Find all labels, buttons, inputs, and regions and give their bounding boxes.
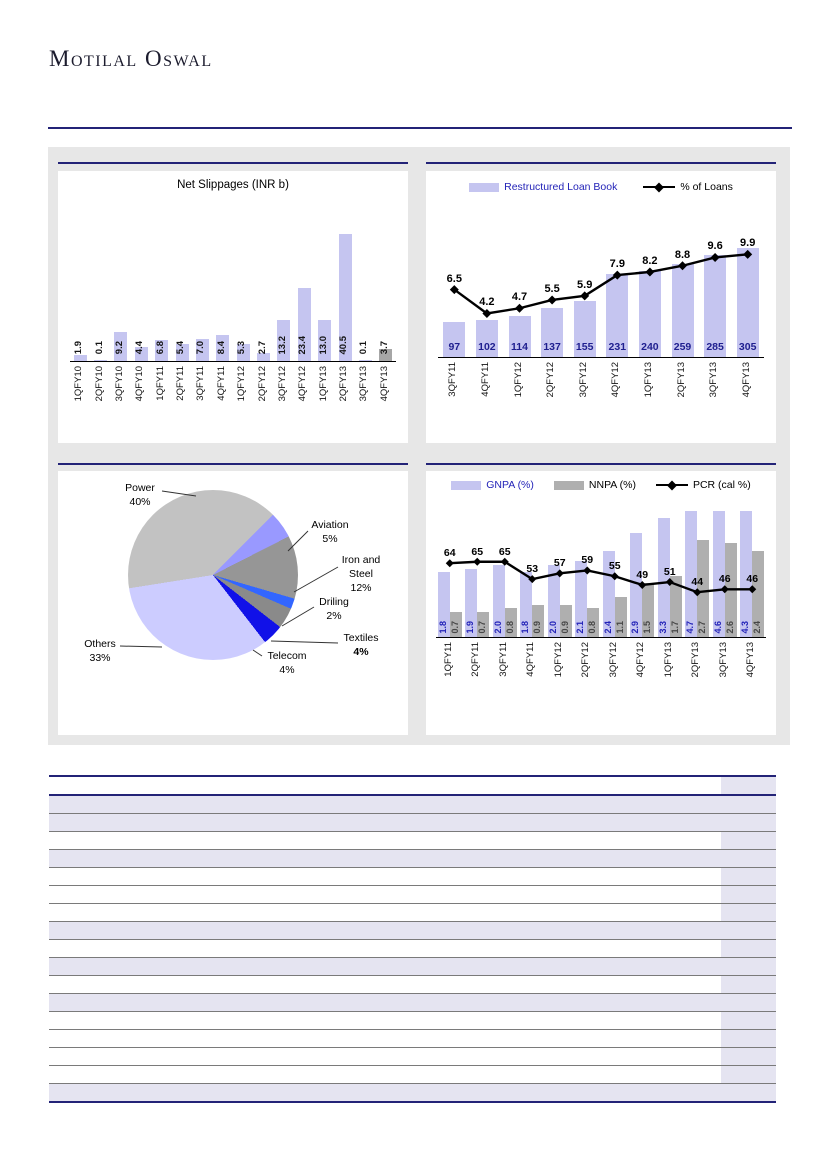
bar-swatch-icon [451,481,481,490]
gnpa-value-label: 2.0 [492,621,503,634]
x-axis-label: 2QFY10 [93,366,105,402]
chart-net-slippages [58,162,408,443]
gnpa-value-label: 4.6 [712,621,723,634]
table-row [49,1066,776,1084]
pcr-value-label: 57 [553,557,566,570]
chart-sector-mix-pie [58,463,408,735]
table-row [49,868,776,886]
table-row [49,940,776,958]
nnpa-value-label: 1.7 [669,621,680,634]
gnpa-value-label: 4.7 [685,621,696,634]
bar-value-label: 114 [511,341,528,353]
value-label: 13.2 [276,335,288,354]
bar-swatch-icon [554,481,584,490]
value-label: 0.1 [93,340,105,354]
nnpa-value-label: 0.8 [504,621,515,634]
table-highlight-cell [721,904,776,921]
nnpa-value-label: 0.9 [559,621,570,634]
legend-label: NNPA (%) [588,479,636,491]
gnpa-value-label: 1.9 [465,621,476,634]
table-highlight-cell [721,850,776,867]
legend-item [643,181,733,193]
pie-slice-label: Textiles 4% [343,632,379,659]
table-highlight-cell [721,958,776,975]
value-label: 4.4 [134,340,146,354]
legend-item [656,479,751,491]
table-highlight-cell [721,1048,776,1065]
value-label: 23.4 [297,335,309,354]
pcr-value-label: 46 [746,573,759,586]
line-value-label: 5.9 [577,278,593,291]
bar [359,360,372,361]
table-highlight-cell [721,796,776,813]
value-label: 0.1 [358,340,370,354]
bar-value-label: 102 [478,341,496,353]
nnpa-value-label: 2.7 [697,621,708,634]
pcr-value-label: 59 [581,554,594,567]
gnpa-value-label: 2.0 [547,621,558,634]
x-axis-label: 2QFY12 [580,642,592,678]
gnpa-value-label: 1.8 [437,621,448,634]
value-label: 5.3 [236,340,248,354]
table-row [49,1048,776,1066]
data-table-skeleton [49,775,776,1103]
legend-item [554,479,636,491]
x-axis-label: 2QFY12 [545,362,557,398]
table-highlight-cell [721,814,776,831]
pcr-value-label: 65 [498,545,511,558]
table-row [49,922,776,940]
legend [426,181,776,193]
bar-swatch-icon [469,183,499,192]
pct-loans-line [438,217,764,357]
line-value-label: 7.9 [609,258,625,271]
x-axis-label: 3QFY12 [607,642,619,678]
brand-logo: Motilal Oswal [49,46,213,71]
x-axis-label: 1QFY12 [512,362,524,398]
legend-label: Restructured Loan Book [504,181,618,193]
bar [74,355,87,361]
legend-label: PCR (cal %) [692,479,751,491]
x-axis-label: 4QFY11 [215,366,227,401]
gnpa-value-label: 2.4 [602,621,613,634]
table-row [49,1084,776,1103]
line-value-label: 8.8 [674,248,691,261]
pcr-value-label: 46 [718,573,731,586]
bar-value-label: 240 [641,341,659,353]
table-highlight-cell [721,886,776,903]
bar-value-label: 259 [673,341,692,353]
value-label: 1.9 [73,340,85,354]
bar-value-label: 137 [543,341,561,353]
line-value-label: 9.9 [740,237,756,250]
chart-top-rule [426,463,776,465]
x-axis-label: 4QFY11 [525,642,537,677]
table-row [49,796,776,814]
nnpa-value-label: 0.9 [532,621,543,634]
x-axis-label: 4QFY10 [134,366,146,402]
x-axis-label: 3QFY11 [447,362,459,397]
x-axis-label: 3QFY13 [358,366,370,402]
table-highlight-cell [721,994,776,1011]
bar [94,360,107,361]
nnpa-value-label: 2.6 [724,621,735,634]
x-axis-label: 2QFY13 [338,366,350,402]
charts-grid [48,147,790,745]
line-marker-icon [643,186,675,188]
x-axis-label: 2QFY13 [690,642,702,678]
chart-top-rule [426,162,776,164]
bar-value-label: 97 [448,341,461,353]
x-axis-label: 3QFY12 [276,366,288,402]
legend [426,479,776,491]
value-label: 3.7 [378,340,390,354]
table-row [49,850,776,868]
x-axis-label: 1QFY11 [442,642,454,677]
x-axis-label: 1QFY13 [662,642,674,678]
gnpa-value-label: 1.8 [520,621,531,634]
pcr-value-label: 53 [526,563,539,576]
x-axis-label: 3QFY13 [708,362,720,398]
restructured-plot [438,217,764,398]
value-label: 40.5 [338,335,350,354]
legend-label: % of Loans [680,181,733,193]
x-axis-label: 4QFY12 [610,362,622,398]
chart-asset-quality [426,463,776,735]
pcr-value-label: 65 [471,545,484,558]
line-value-label: 9.6 [707,240,723,253]
bar-value-label: 231 [608,341,627,353]
chart-top-rule [58,463,408,465]
x-axis-label: 4QFY11 [479,362,491,397]
nnpa-value-label: 2.4 [752,621,763,634]
chart-top-rule [58,162,408,164]
bar-value-label: 285 [706,341,724,353]
nnpa-value-label: 1.5 [642,621,653,634]
pcr-value-label: 55 [608,560,621,573]
table-highlight-cell [721,922,776,939]
table-row [49,1030,776,1048]
x-axis-label: 4QFY13 [745,642,757,678]
pcr-value-label: 64 [443,547,456,560]
x-axis-label: 2QFY11 [175,366,187,401]
nnpa-value-label: 0.8 [587,621,598,634]
pie-slice-label: Aviation 5% [311,519,349,546]
table-row [49,958,776,976]
gnpa-value-label: 2.1 [575,621,586,634]
x-axis-label: 1QFY12 [236,366,248,402]
bar-value-label: 155 [575,341,594,353]
x-axis-label: 1QFY10 [73,366,85,402]
table-row [49,976,776,994]
value-label: 8.4 [215,340,227,354]
x-axis-label: 3QFY13 [717,642,729,678]
x-axis-label: 3QFY11 [497,642,509,677]
x-axis-label: 4QFY13 [378,366,390,402]
gnpa-value-label: 4.3 [740,621,751,634]
asset-quality-plot [436,511,766,678]
value-label: 7.0 [195,340,207,354]
x-axis-label: 4QFY12 [297,366,309,402]
table-row [49,814,776,832]
table-highlight-cell [721,868,776,885]
table-highlight-cell [721,1030,776,1047]
table-row [49,994,776,1012]
x-axis-label: 3QFY12 [577,362,589,398]
value-label: 6.8 [154,340,166,354]
x-axis-label: 1QFY13 [642,362,654,398]
pie-slice-label: Telecom 4% [267,650,307,677]
table-highlight-cell [721,1012,776,1029]
header-divider [48,127,792,129]
pie-slice-label: Power 40% [125,482,155,509]
x-axis-label: 4QFY13 [740,362,752,398]
table-highlight-cell [721,1066,776,1083]
x-axis-label: 1QFY12 [552,642,564,678]
table-highlight-cell [721,1084,776,1101]
pie-slice-label: Others 33% [84,638,116,665]
pie-slice-label: Iron and Steel 12% [341,554,381,595]
legend-label: GNPA (%) [486,479,534,491]
line-value-label: 4.7 [511,291,528,304]
table-row [49,1012,776,1030]
nnpa-value-label: 0.7 [449,621,460,634]
nnpa-value-label: 1.1 [614,621,625,634]
bar-value-label: 305 [738,341,757,353]
table-highlight-cell [721,777,776,794]
x-axis-label: 2QFY13 [675,362,687,398]
line-value-label: 5.5 [544,282,560,295]
pcr-value-label: 51 [663,566,676,579]
legend-item [451,479,534,491]
chart-restructured-loan-book [426,162,776,443]
x-axis-label: 2QFY11 [470,642,482,677]
value-label: 13.0 [317,335,329,354]
legend-item [469,181,617,193]
line-value-label: 6.5 [446,272,462,285]
table-highlight-cell [721,940,776,957]
x-axis-label: 3QFY11 [195,366,207,401]
table-row [49,904,776,922]
table-row [49,886,776,904]
gnpa-value-label: 2.9 [630,621,641,634]
pcr-value-label: 44 [691,576,704,589]
table-highlight-cell [721,832,776,849]
table-row [49,832,776,850]
value-label: 5.4 [175,340,187,354]
x-axis-label: 1QFY11 [154,366,166,401]
chart-title: Net Slippages (INR b) [177,179,289,191]
x-axis-label: 1QFY13 [317,366,329,402]
line-marker-icon [656,484,688,486]
x-axis-label: 3QFY10 [113,366,125,402]
nnpa-value-label: 0.7 [477,621,488,634]
gnpa-value-label: 3.3 [657,621,668,634]
pie-slice-label: Driling 2% [319,596,349,623]
table-header-row [49,777,776,796]
net-slippages-plot [70,211,396,402]
value-label: 2.7 [256,340,268,354]
x-axis-label: 4QFY12 [635,642,647,678]
table-highlight-cell [721,976,776,993]
pcr-value-label: 49 [636,568,649,581]
x-axis-label: 2QFY12 [256,366,268,402]
line-value-label: 8.2 [642,254,658,267]
line-value-label: 4.2 [479,296,495,309]
value-label: 9.2 [113,340,125,354]
